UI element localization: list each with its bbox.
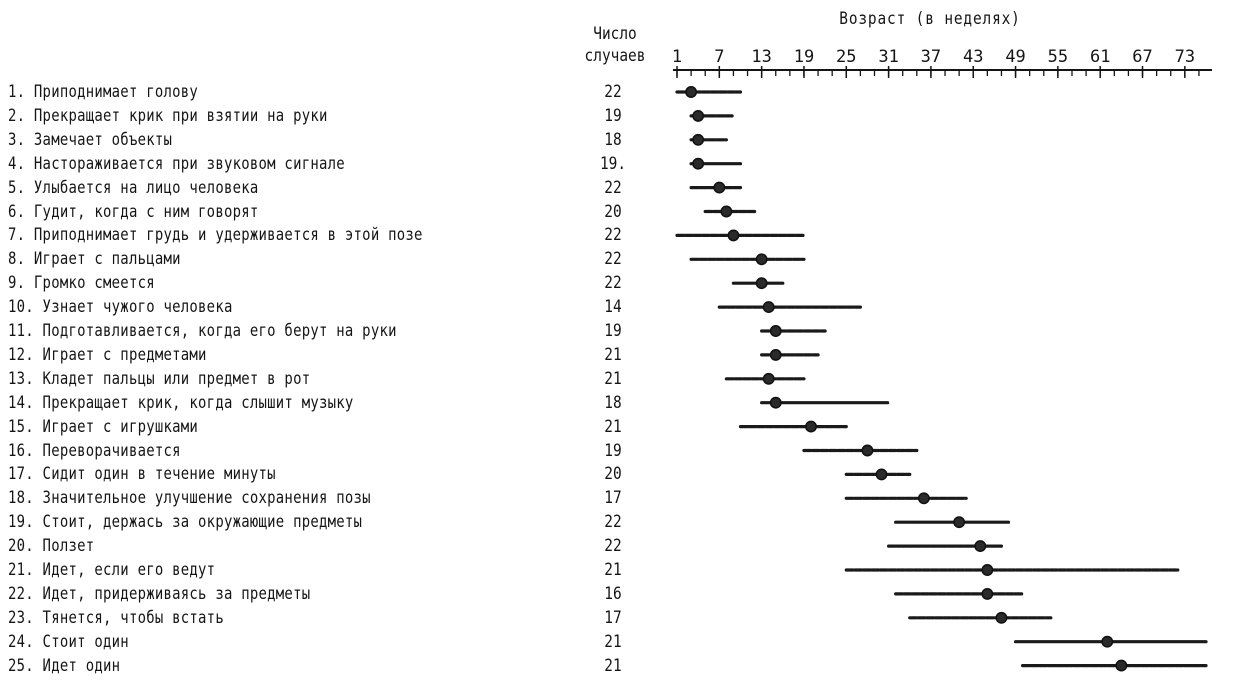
case-count-16: 19 <box>604 440 622 461</box>
milestone-label-4: 4. Настораживается при звуковом сигнале <box>8 153 345 174</box>
case-count-12: 21 <box>604 344 622 365</box>
milestone-label-5: 5. Улыбается на лицо человека <box>8 177 259 198</box>
milestone-label-6: 6. Гудит, когда с ним говорят <box>8 201 259 222</box>
milestone-label-2: 2. Прекращает крик при взятии на руки <box>8 105 328 126</box>
case-count-2: 19 <box>604 105 622 126</box>
x-tick-label-55: 55 <box>1047 47 1069 67</box>
case-count-23: 17 <box>604 607 622 628</box>
median-marker-18 <box>919 493 929 503</box>
case-count-18: 17 <box>604 488 622 509</box>
x-tick-label-43: 43 <box>962 47 984 67</box>
median-marker-14 <box>771 398 781 408</box>
median-marker-8 <box>756 254 766 264</box>
case-count-22: 16 <box>604 583 622 604</box>
case-count-7: 22 <box>604 225 622 246</box>
median-marker-21 <box>982 565 992 575</box>
milestone-label-25: 25. Идет один <box>8 655 121 676</box>
case-count-25: 21 <box>604 655 622 676</box>
case-count-8: 22 <box>604 249 622 270</box>
case-count-21: 21 <box>604 560 622 580</box>
milestone-label-21: 21. Идет, если его ведут <box>8 560 216 580</box>
median-marker-16 <box>862 445 872 455</box>
case-count-14: 18 <box>604 392 622 413</box>
milestone-label-16: 16. Переворачивается <box>8 440 181 461</box>
case-count-17: 20 <box>604 464 622 485</box>
median-marker-1 <box>686 87 696 97</box>
x-tick-label-37: 37 <box>920 47 942 67</box>
x-tick-label-25: 25 <box>836 47 857 67</box>
x-tick-label-73: 73 <box>1174 47 1196 67</box>
median-marker-3 <box>693 135 703 145</box>
milestone-label-17: 17. Сидит один в течение минуты <box>8 464 276 485</box>
chart-marks <box>677 87 1206 671</box>
case-count-1: 22 <box>604 82 622 102</box>
x-tick-label-19: 19 <box>793 47 815 67</box>
milestone-label-14: 14. Прекращает крик, когда слышит музыку <box>8 392 354 413</box>
milestone-label-23: 23. Тянется, чтобы встать <box>8 607 224 628</box>
x-tick-label-1: 1 <box>671 47 683 67</box>
milestone-label-9: 9. Громко смеется <box>8 273 155 294</box>
milestone-label-13: 13. Кладет пальцы или предмет в рот <box>8 368 311 389</box>
case-count-13: 21 <box>604 368 622 389</box>
case-count-11: 19 <box>604 321 622 341</box>
case-count-9: 22 <box>604 273 622 294</box>
median-marker-17 <box>876 469 886 479</box>
milestone-label-15: 15. Играет с игрушками <box>8 416 199 437</box>
milestone-label-22: 22. Идет, придерживаясь за предметы <box>8 583 311 604</box>
milestone-label-19: 19. Стоит, держась за окружающие предметы <box>8 512 363 533</box>
median-marker-7 <box>728 230 738 240</box>
milestone-label-7: 7. Приподнимает грудь и удерживается в этой позе <box>8 225 423 246</box>
x-axis <box>672 47 1212 78</box>
milestone-label-8: 8. Играет с пальцами <box>8 249 181 270</box>
x-tick-label-67: 67 <box>1132 47 1153 67</box>
milestone-label-18: 18. Значительное улучшение сохранения позы <box>8 488 371 509</box>
median-marker-11 <box>771 326 781 336</box>
x-tick-label-31: 31 <box>878 47 899 67</box>
median-marker-6 <box>721 206 731 216</box>
median-marker-12 <box>771 350 781 360</box>
case-count-3: 18 <box>604 129 622 150</box>
case-count-10: 14 <box>604 297 622 318</box>
median-marker-9 <box>756 278 766 288</box>
x-tick-label-7: 7 <box>714 47 725 67</box>
case-count-15: 21 <box>604 416 622 437</box>
median-marker-25 <box>1116 660 1126 670</box>
count-header-line2: случаев <box>584 46 646 66</box>
median-marker-2 <box>693 111 703 121</box>
median-marker-15 <box>806 421 816 431</box>
milestone-label-24: 24. Стоит один <box>8 631 129 652</box>
median-marker-23 <box>996 613 1006 623</box>
milestone-label-11: 11. Подготавливается, когда его берут на руки <box>8 321 397 341</box>
case-count-4: 19. <box>599 153 627 174</box>
median-marker-20 <box>975 541 985 551</box>
median-marker-24 <box>1102 637 1112 647</box>
median-marker-4 <box>693 159 703 169</box>
x-tick-label-13: 13 <box>751 47 772 67</box>
case-count-20: 22 <box>604 536 622 557</box>
median-marker-5 <box>714 182 724 192</box>
milestone-label-10: 10. Узнает чужого человека <box>8 297 233 318</box>
milestone-label-1: 1. Приподнимает голову <box>8 82 199 102</box>
chart-title: Возраст (в неделях) <box>839 9 1021 29</box>
milestone-label-3: 3. Замечает объекты <box>8 129 173 150</box>
x-tick-label-61: 61 <box>1089 47 1111 67</box>
median-marker-13 <box>763 374 773 384</box>
milestone-label-20: 20. Ползет <box>8 536 95 557</box>
case-count-5: 22 <box>604 177 622 198</box>
case-count-6: 20 <box>604 201 622 222</box>
case-count-24: 21 <box>604 631 622 652</box>
median-marker-10 <box>763 302 773 312</box>
count-header-line1: Число <box>593 24 637 44</box>
milestone-label-12: 12. Играет с предметами <box>8 344 207 365</box>
median-marker-22 <box>982 589 992 599</box>
x-tick-label-49: 49 <box>1005 47 1026 67</box>
median-marker-19 <box>954 517 964 527</box>
case-count-19: 22 <box>604 512 622 533</box>
